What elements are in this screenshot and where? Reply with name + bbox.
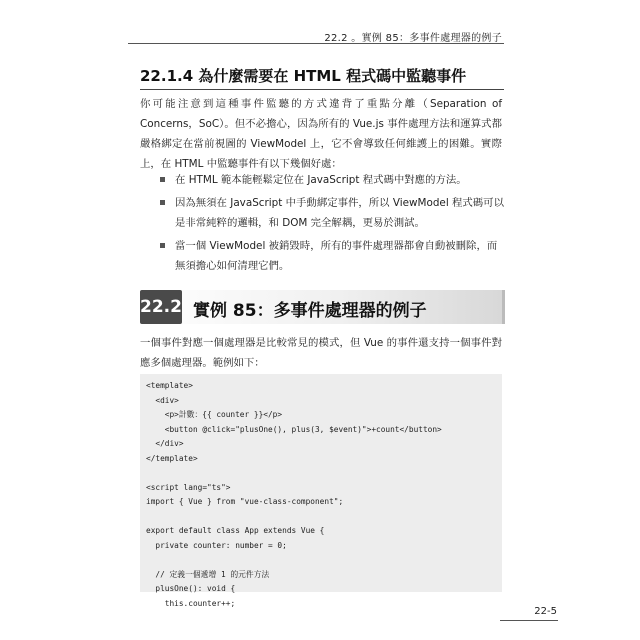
- code-line: [140, 553, 502, 568]
- page-number: 22-5: [534, 606, 557, 617]
- list-item: 當一個 ViewModel 被銷毀時，所有的事件處理器都會自動被刪除，而無須擔心如何清理它們。: [160, 236, 504, 276]
- code-line: private counter: number = 0;: [146, 540, 287, 550]
- list-item: 在 HTML 範本能輕鬆定位在 JavaScript 程式碼中對應的方法。: [160, 170, 504, 190]
- code-line: <button @click="plusOne(), plus(3, $event)">+count</button>: [146, 424, 442, 434]
- running-header: 22.2 。實例 85：多事件處理器的例子: [324, 33, 502, 44]
- section-title: 實例 85：多事件處理器的例子: [193, 301, 427, 321]
- code-line: <script lang="ts">: [146, 482, 231, 492]
- code-line: </div>: [146, 439, 184, 448]
- code-line: export default class App extends Vue {: [146, 526, 325, 535]
- code-line: // 定義一個遞增 1 的元件方法: [146, 569, 270, 579]
- benefits-list: [160, 170, 504, 279]
- section-intro-paragraph: 一個事件對應一個處理器是比較常見的模式，但 Vue 的事件還支持一個事件對應多個處理器。範例如下：: [140, 337, 502, 369]
- code-line: <template>: [146, 381, 193, 390]
- code-line: <p>計數：{{ counter }}</p>: [146, 410, 283, 419]
- subsection-heading: 22.1.4 為什麼需要在 HTML 程式碼中監聽事件: [140, 65, 504, 90]
- code-line: [140, 510, 502, 525]
- list-item: 因為無須在 JavaScript 中手動綁定事件，所以 ViewModel 程式碼可以是非常純粹的邏輯，和 DOM 完全解耦，更易於測試。: [160, 193, 504, 233]
- subsection-intro-paragraph: 你可能注意到這種事件監聽的方式違背了重點分離（Separation of Concerns，SoC）。但不必擔心，因為所有的 Vue.js 事件處理方法和運算式都嚴格綁定在當前視圖的 ViewModel 上，它不會導致任何維護上的困難。實際上，在 HTML 中監聽事件有以下幾個好處：: [140, 98, 502, 170]
- code-line: [140, 466, 502, 481]
- footer-rule: [500, 620, 558, 621]
- code-block: [140, 374, 502, 608]
- code-line: import { Vue } from "vue-class-component";: [146, 497, 344, 506]
- section-heading-bar: [140, 290, 505, 324]
- code-line: plusOne(): void {: [146, 584, 236, 593]
- code-line: this.counter++;: [146, 598, 236, 608]
- section-number-badge: 22.2: [140, 290, 182, 324]
- code-line: <div>: [146, 395, 179, 405]
- code-line: </template>: [146, 453, 198, 463]
